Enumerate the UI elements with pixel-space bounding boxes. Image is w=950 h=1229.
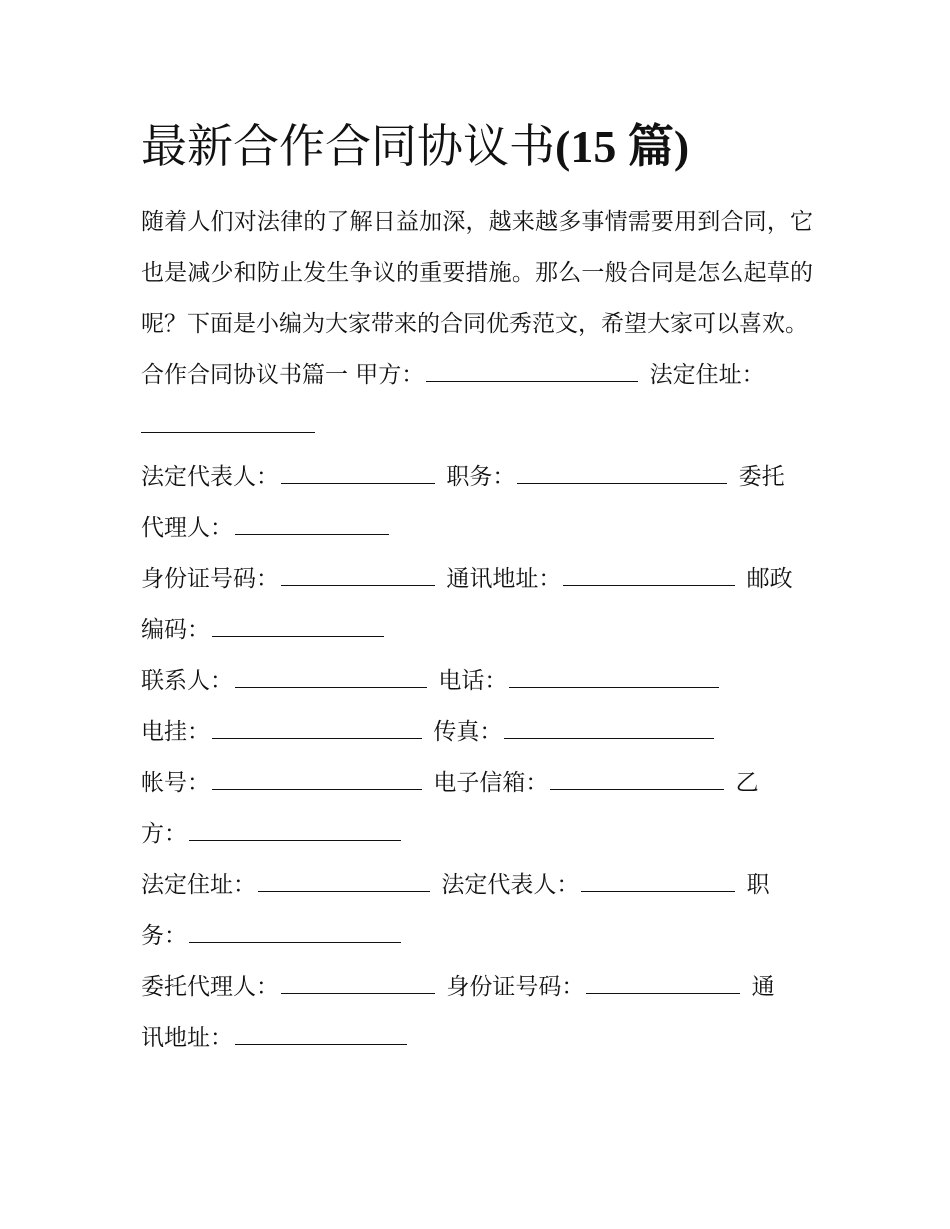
- id-number-blank[interactable]: [281, 565, 435, 586]
- b-agent-label: 委托代理人：: [141, 974, 279, 1000]
- field-line: [141, 809, 813, 860]
- contact-blank[interactable]: [235, 667, 427, 688]
- b-legal-address-label: 法定住址：: [141, 872, 256, 898]
- b-position-blank[interactable]: [189, 922, 401, 943]
- entrusted-label-start: 委托: [738, 464, 785, 490]
- b-position-label-end: 务：: [141, 923, 187, 949]
- b-legal-address-blank[interactable]: [258, 871, 430, 892]
- title-count: (15 篇): [555, 121, 690, 172]
- field-line: [141, 554, 813, 605]
- title-text: 最新合作合同协议书: [141, 119, 555, 173]
- mail-address-blank[interactable]: [563, 565, 735, 586]
- position-blank[interactable]: [517, 463, 727, 484]
- position-label: 职务：: [446, 464, 516, 490]
- fax-label: 传真：: [433, 719, 503, 745]
- legal-address-blank[interactable]: [141, 412, 315, 433]
- contact-label: 联系人：: [141, 668, 233, 694]
- legal-rep-label: 法定代表人：: [141, 464, 279, 490]
- agent-label: 代理人：: [141, 515, 233, 541]
- b-id-number-label: 身份证号码：: [446, 974, 585, 1000]
- b-id-number-blank[interactable]: [586, 973, 740, 994]
- phone-label: 电话：: [438, 668, 508, 694]
- field-line: [141, 707, 813, 758]
- telegram-blank[interactable]: [212, 718, 422, 739]
- account-label: 帐号：: [141, 770, 210, 796]
- intro-paragraph: 随着人们对法律的了解日益加深，越来越多事情需要用到合同，它也是减少和防止发生争议的重要措施。那么一般合同是怎么起草的呢？下面是小编为大家带来的合同优秀范文，希望大家可以喜欢。: [141, 209, 813, 337]
- b-legal-rep-label: 法定代表人：: [441, 872, 580, 898]
- field-line: [141, 350, 813, 401]
- mail-address-label: 通讯地址：: [446, 566, 562, 592]
- phone-blank[interactable]: [509, 667, 719, 688]
- field-line: [141, 401, 813, 452]
- account-blank[interactable]: [212, 769, 422, 790]
- b-mail-address-label-end: 讯地址：: [141, 1025, 233, 1051]
- field-line: [141, 962, 813, 1013]
- email-label: 电子信箱：: [433, 770, 549, 796]
- b-legal-rep-blank[interactable]: [581, 871, 735, 892]
- postal-code-label: 编码：: [141, 617, 210, 643]
- field-line: [141, 656, 813, 707]
- b-mail-address-blank[interactable]: [235, 1024, 407, 1045]
- legal-address-label: 法定住址：: [649, 362, 765, 388]
- party-a-blank[interactable]: [426, 361, 638, 382]
- telegram-label: 电挂：: [141, 719, 210, 745]
- b-position-label-start: 职: [746, 872, 770, 898]
- email-blank[interactable]: [550, 769, 724, 790]
- party-b-label-end: 方：: [141, 821, 187, 847]
- field-line: [141, 860, 813, 911]
- field-line: [141, 605, 813, 656]
- agent-blank[interactable]: [235, 514, 389, 535]
- field-line: [141, 452, 813, 503]
- b-agent-blank[interactable]: [281, 973, 435, 994]
- field-line: [141, 503, 813, 554]
- field-line: [141, 911, 813, 962]
- fax-blank[interactable]: [504, 718, 714, 739]
- page-title: [141, 110, 813, 183]
- field-line: [141, 1013, 813, 1064]
- id-number-label: 身份证号码：: [141, 566, 279, 592]
- party-b-label-start: 乙: [735, 770, 759, 796]
- document-page: [141, 110, 813, 1064]
- postal-code-blank[interactable]: [212, 616, 384, 637]
- party-b-blank[interactable]: [189, 820, 401, 841]
- contract-fields: [141, 350, 813, 1064]
- legal-rep-blank[interactable]: [281, 463, 435, 484]
- field-line: [141, 758, 813, 809]
- party-a-label: 合作合同协议书篇一 甲方：: [141, 362, 425, 388]
- postal-label-start: 邮政: [746, 566, 793, 592]
- b-mail-address-label-start: 通: [751, 974, 775, 1000]
